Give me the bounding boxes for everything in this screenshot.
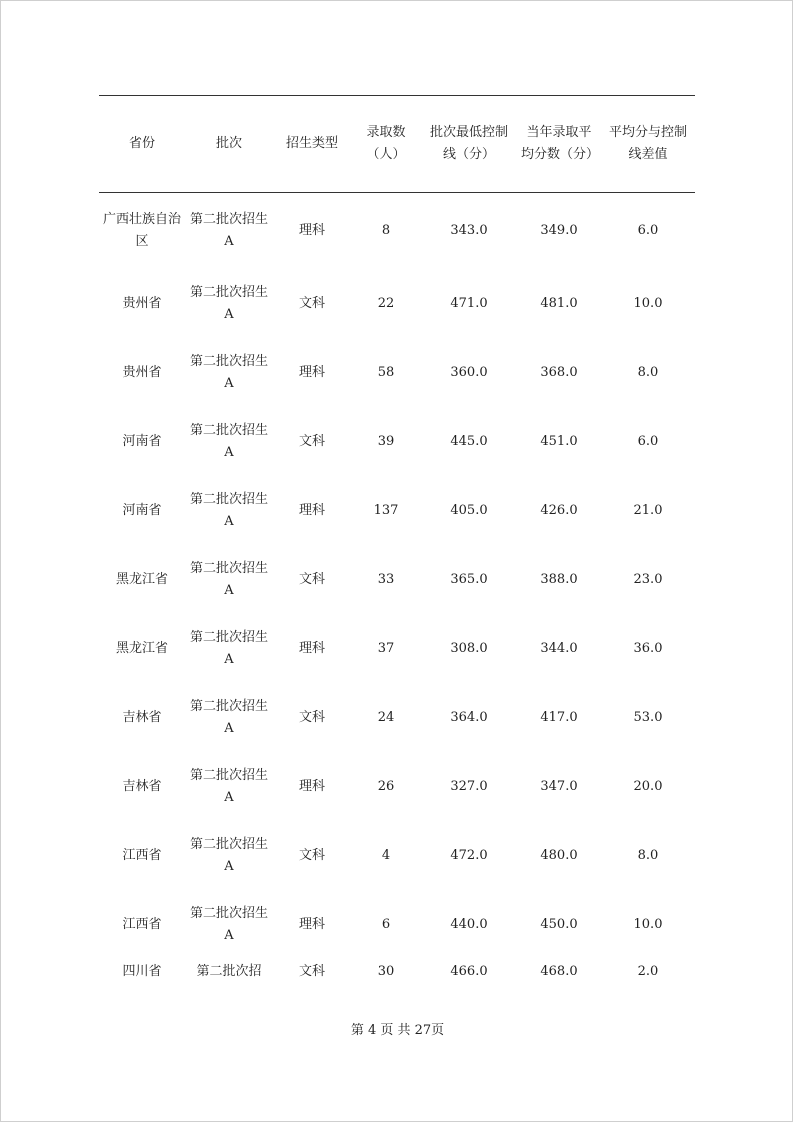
cell-admitted-count: 8 [381, 223, 391, 238]
cell-batch-min-line: 365.0 [450, 571, 488, 587]
cell-average-score: 344.0 [540, 640, 578, 656]
cell-batch: 第二批次招 [196, 964, 262, 979]
cell-batch: 第二批次招生A [189, 422, 268, 460]
cell-average-score: 481.0 [540, 295, 578, 311]
table-row [99, 752, 695, 821]
page-footer: 第 4 页 共 27页 [350, 1023, 445, 1038]
cell-score-difference: 10.0 [633, 295, 663, 311]
header-admitted-count: 录取数（人） [366, 125, 406, 162]
cell-batch-min-line: 364.0 [450, 709, 488, 725]
cell-batch: 第二批次招生A [189, 560, 268, 598]
cell-admitted-count: 6 [381, 916, 391, 932]
cell-batch-min-line: 471.0 [450, 295, 488, 311]
header-batch: 批次 [215, 136, 242, 151]
cell-average-score: 480.0 [540, 847, 578, 863]
cell-batch: 第二批次招生A [189, 212, 268, 249]
table-row [99, 269, 695, 338]
cell-batch-min-line: 405.0 [450, 502, 488, 518]
cell-province: 四川省 [122, 964, 162, 979]
cell-admission-type: 理科 [298, 223, 325, 238]
header-score-difference: 平均分与控制线差值 [608, 125, 687, 162]
cell-score-difference: 36.0 [633, 640, 663, 656]
cell-batch-min-line: 472.0 [450, 847, 488, 863]
header-row [99, 96, 695, 193]
cell-admission-type: 文科 [298, 709, 325, 725]
cell-batch: 第二批次招生A [189, 698, 268, 736]
cell-admission-type: 理科 [298, 778, 325, 794]
cell-admission-type: 文科 [298, 433, 325, 449]
cell-admission-type: 理科 [298, 364, 325, 380]
table-row [99, 338, 695, 407]
cell-admitted-count: 26 [377, 778, 395, 794]
table-row [99, 193, 695, 270]
cell-score-difference: 20.0 [633, 778, 663, 794]
cell-province: 黑龙江省 [115, 640, 168, 656]
cell-province: 河南省 [122, 433, 162, 449]
cell-score-difference: 10.0 [633, 916, 663, 932]
cell-score-difference: 53.0 [633, 709, 663, 725]
cell-batch: 第二批次招生A [189, 836, 268, 874]
cell-province: 黑龙江省 [115, 571, 168, 587]
cell-average-score: 450.0 [540, 916, 578, 932]
cell-province: 江西省 [122, 847, 162, 863]
cell-admitted-count: 22 [377, 295, 395, 311]
cell-admitted-count: 4 [381, 847, 391, 863]
cell-batch: 第二批次招生A [189, 353, 268, 391]
cell-score-difference: 21.0 [633, 502, 663, 518]
cell-average-score: 347.0 [540, 778, 578, 794]
admission-table [99, 95, 695, 1005]
cell-score-difference: 23.0 [633, 571, 663, 587]
cell-province: 江西省 [122, 916, 162, 932]
cell-average-score: 417.0 [540, 709, 578, 725]
cell-average-score: 451.0 [540, 433, 578, 449]
cell-province: 广西壮族自治区 [103, 212, 182, 249]
table-row [99, 959, 695, 1005]
cell-admission-type: 理科 [298, 502, 325, 518]
table-row [99, 407, 695, 476]
header-admission-type: 招生类型 [285, 136, 338, 151]
table-header [99, 96, 695, 193]
cell-batch: 第二批次招生A [189, 629, 268, 667]
cell-province: 吉林省 [122, 709, 162, 725]
cell-admitted-count: 30 [377, 964, 395, 979]
admission-table-container [99, 95, 695, 1005]
header-province: 省份 [128, 136, 155, 151]
header-batch-min-line: 批次最低控制线（分） [429, 125, 508, 162]
table-row [99, 476, 695, 545]
cell-batch-min-line: 466.0 [450, 964, 488, 979]
cell-batch: 第二批次招生A [189, 905, 268, 943]
cell-admitted-count: 39 [377, 433, 395, 449]
header-average-score: 当年录取平均分数（分） [521, 125, 600, 162]
cell-province: 贵州省 [122, 295, 162, 311]
cell-batch-min-line: 308.0 [450, 640, 488, 656]
cell-admission-type: 文科 [298, 847, 325, 863]
cell-score-difference: 2.0 [637, 964, 659, 979]
cell-batch: 第二批次招生A [189, 767, 268, 805]
cell-score-difference: 8.0 [637, 847, 659, 863]
table-row [99, 821, 695, 890]
cell-admission-type: 理科 [298, 916, 325, 932]
cell-batch-min-line: 327.0 [450, 778, 488, 794]
cell-batch-min-line: 343.0 [450, 223, 488, 238]
cell-admission-type: 文科 [298, 964, 325, 979]
cell-admission-type: 文科 [298, 571, 325, 587]
cell-admitted-count: 58 [377, 364, 395, 380]
cell-average-score: 468.0 [540, 964, 578, 979]
cell-batch-min-line: 440.0 [450, 916, 488, 932]
cell-admission-type: 文科 [298, 295, 325, 311]
cell-admitted-count: 137 [373, 502, 399, 518]
table-row [99, 683, 695, 752]
table-row [99, 890, 695, 959]
cell-score-difference: 6.0 [637, 223, 659, 238]
cell-admission-type: 理科 [298, 640, 325, 656]
cell-admitted-count: 37 [377, 640, 395, 656]
cell-score-difference: 6.0 [637, 433, 659, 449]
cell-province: 河南省 [122, 502, 162, 518]
cell-average-score: 368.0 [540, 364, 578, 380]
cell-province: 贵州省 [122, 364, 162, 380]
cell-average-score: 349.0 [540, 223, 578, 238]
cell-average-score: 426.0 [540, 502, 578, 518]
table-row [99, 614, 695, 683]
cell-batch: 第二批次招生A [189, 491, 268, 529]
cell-batch-min-line: 445.0 [450, 433, 488, 449]
cell-score-difference: 8.0 [637, 364, 659, 380]
cell-province: 吉林省 [122, 778, 162, 794]
cell-batch: 第二批次招生A [189, 284, 268, 322]
cell-admitted-count: 24 [377, 709, 395, 725]
cell-average-score: 388.0 [540, 571, 578, 587]
cell-admitted-count: 33 [377, 571, 395, 587]
cell-batch-min-line: 360.0 [450, 364, 488, 380]
table-row [99, 545, 695, 614]
table-body [99, 193, 695, 1006]
